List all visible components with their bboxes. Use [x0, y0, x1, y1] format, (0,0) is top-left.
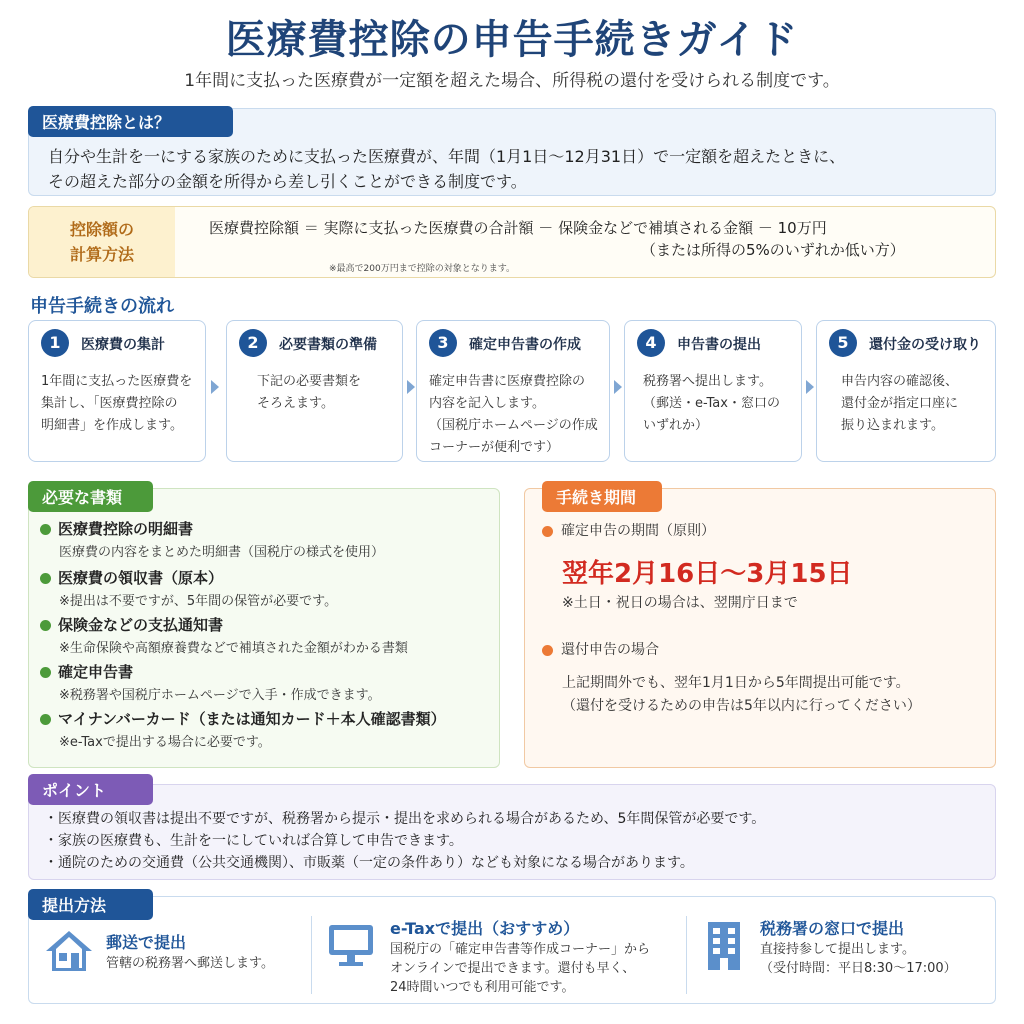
doc-head: 確定申告書	[58, 663, 134, 681]
about-text	[48, 144, 988, 194]
step-text-line: コーナーが便利です）	[429, 440, 560, 455]
doc-head: マイナンバーカード（または通知カード＋本人確認書類）	[58, 710, 446, 728]
method-title-counter: 税務署の窓口で提出	[760, 919, 905, 938]
flow-step-3	[416, 320, 610, 462]
page-title: 医療費控除の申告手続きガイド	[225, 17, 799, 63]
building-icon	[704, 920, 744, 972]
step-text-line: 内容を記入します。	[429, 396, 545, 411]
step-title: 確定申告書の作成	[469, 337, 581, 353]
calc-formula-sub: （または所得の5%のいずれか低い方）	[641, 241, 905, 259]
flow-step-1	[28, 320, 206, 462]
docs-tag: 必要な書類	[28, 481, 153, 512]
doc-desc: 医療費の内容をまとめた明細書（国税庁の様式を使用）	[59, 545, 385, 560]
period-refund-line: 上記期間外でも、翌年1月1日から5年間提出可能です。	[562, 675, 910, 691]
step-text-line: （国税庁ホームページの作成	[429, 418, 598, 433]
step-text-line: 申告内容の確認後、	[841, 374, 959, 389]
arrow-right-icon	[211, 380, 219, 394]
doc-item	[40, 567, 490, 609]
points-tag: ポイント	[28, 774, 153, 805]
method-title-etax: e-Taxで提出（おすすめ）	[390, 919, 580, 938]
period-refund-text	[562, 672, 921, 718]
step-number: 1	[41, 329, 69, 357]
house-icon	[44, 928, 94, 974]
step-title: 医療費の集計	[81, 337, 165, 353]
monitor-icon	[326, 922, 376, 968]
doc-head: 医療費の領収書（原本）	[58, 569, 224, 587]
bullet-icon	[542, 526, 553, 537]
step-text-line: 明細書」を作成します。	[41, 418, 183, 433]
period-label-filing	[542, 520, 715, 540]
bullet-icon	[40, 667, 51, 678]
point-item: ・医療費の領収書は提出不要ですが、税務署から提示・提出を求められる場合があるため、5年間保管が必要です。	[44, 811, 766, 827]
step-text-line: 1年間に支払った医療費を	[41, 374, 193, 389]
about-tag: 医療費控除とは？	[28, 106, 233, 137]
step-title: 必要書類の準備	[279, 337, 377, 353]
method-text-etax	[390, 940, 650, 997]
method-text-counter	[760, 940, 957, 978]
doc-desc: ※生命保険や高額療養費などで補填された金額がわかる書類	[59, 641, 408, 656]
bullet-icon	[40, 714, 51, 725]
calc-label-line-2: 計算方法	[69, 245, 134, 264]
period-label-text: 還付申告の場合	[561, 642, 659, 658]
period-label-text: 確定申告の期間（原則）	[561, 523, 715, 539]
calc-section	[28, 206, 996, 278]
divider	[686, 916, 687, 994]
step-text	[257, 371, 394, 415]
page-subtitle: 1年間に支払った医療費が一定額を超えた場合、所得税の還付を受けられる制度です。	[184, 71, 840, 91]
step-text	[841, 371, 987, 437]
method-title-mail: 郵送で提出	[106, 933, 187, 952]
calc-note: ※最高で200万円まで控除の対象となります。	[329, 264, 516, 274]
doc-item	[40, 708, 490, 750]
submit-tag: 提出方法	[28, 889, 153, 920]
step-text-line: 振り込まれます。	[841, 418, 944, 433]
doc-item	[40, 661, 490, 703]
calc-label-line-1: 控除額の	[69, 220, 134, 239]
step-text	[41, 371, 197, 437]
bullet-icon	[40, 620, 51, 631]
arrow-right-icon	[407, 380, 415, 394]
step-text-line: 還付金が指定口座に	[841, 396, 959, 411]
step-title: 申告書の提出	[677, 337, 761, 353]
step-text-line: （郵送・e-Tax・窓口の	[643, 396, 780, 411]
arrow-right-icon	[806, 380, 814, 394]
step-text-line: 下記の必要書類を	[257, 374, 362, 389]
method-text-line: 24時間いつでも利用可能です。	[390, 980, 575, 995]
period-note: ※土日・祝日の場合は、翌開庁日まで	[562, 595, 798, 611]
flow-step-5	[816, 320, 996, 462]
bullet-icon	[542, 645, 553, 656]
period-refund-line: （還付を受けるための申告は5年以内に行ってください）	[562, 698, 921, 714]
period-label-refund	[542, 639, 659, 659]
arrow-right-icon	[614, 380, 622, 394]
calc-formula: 医療費控除額 ＝ 実際に支払った医療費の合計額 － 保険金などで補填される金額 － 10万円	[209, 219, 827, 237]
point-item: ・家族の医療費も、生計を一にしていれば合算して申告できます。	[44, 833, 463, 849]
step-text	[643, 371, 793, 437]
doc-item	[40, 614, 490, 656]
step-text-line: 集計し、「医療費控除の	[41, 396, 178, 411]
bullet-icon	[40, 524, 51, 535]
period-date: 翌年2月16日〜3月15日	[562, 559, 853, 589]
step-title: 還付金の受け取り	[869, 337, 981, 353]
flow-step-2	[226, 320, 403, 462]
period-tag: 手続き期間	[542, 481, 662, 512]
doc-desc: ※税務署や国税庁ホームページで入手・作成できます。	[59, 688, 381, 703]
method-text-line: 直接持参して提出します。	[760, 942, 915, 957]
method-text-mail	[106, 954, 274, 973]
doc-head: 保険金などの支払通知書	[58, 616, 224, 634]
divider	[311, 916, 312, 994]
step-text	[429, 371, 601, 459]
point-item: ・通院のための交通費（公共交通機関）、市販薬（一定の条件あり）なども対象になる場合があります。	[44, 855, 694, 871]
doc-item	[40, 518, 490, 560]
method-text-line: （受付時間：平日8:30〜17:00）	[760, 961, 957, 976]
calc-label	[29, 207, 175, 278]
doc-head: 医療費控除の明細書	[58, 520, 194, 538]
flow-title: 申告手続きの流れ	[30, 296, 174, 317]
step-text-line: 確定申告書に医療費控除の	[429, 374, 586, 389]
step-number: 5	[829, 329, 857, 357]
doc-desc: ※提出は不要ですが、5年間の保管が必要です。	[59, 594, 338, 609]
doc-desc: ※e-Taxで提出する場合に必要です。	[59, 735, 271, 750]
about-line-2: その超えた部分の金額を所得から差し引くことができる制度です。	[48, 172, 527, 191]
bullet-icon	[40, 573, 51, 584]
flow-step-4	[624, 320, 802, 462]
method-text-line: 管轄の税務署へ郵送します。	[106, 956, 274, 971]
about-line-1: 自分や生計を一にする家族のために支払った医療費が、年間（1月1日〜12月31日）で一定額を超えたときに、	[48, 147, 846, 166]
step-text-line: 税務署へ提出します。	[643, 374, 772, 389]
step-number: 3	[429, 329, 457, 357]
step-text-line: そろえます。	[257, 396, 334, 411]
method-text-line: オンラインで提出できます。還付も早く、	[390, 961, 636, 976]
method-text-line: 国税庁の「確定申告書等作成コーナー」から	[390, 942, 651, 957]
step-number: 2	[239, 329, 267, 357]
step-text-line: いずれか）	[643, 418, 709, 433]
step-number: 4	[637, 329, 665, 357]
